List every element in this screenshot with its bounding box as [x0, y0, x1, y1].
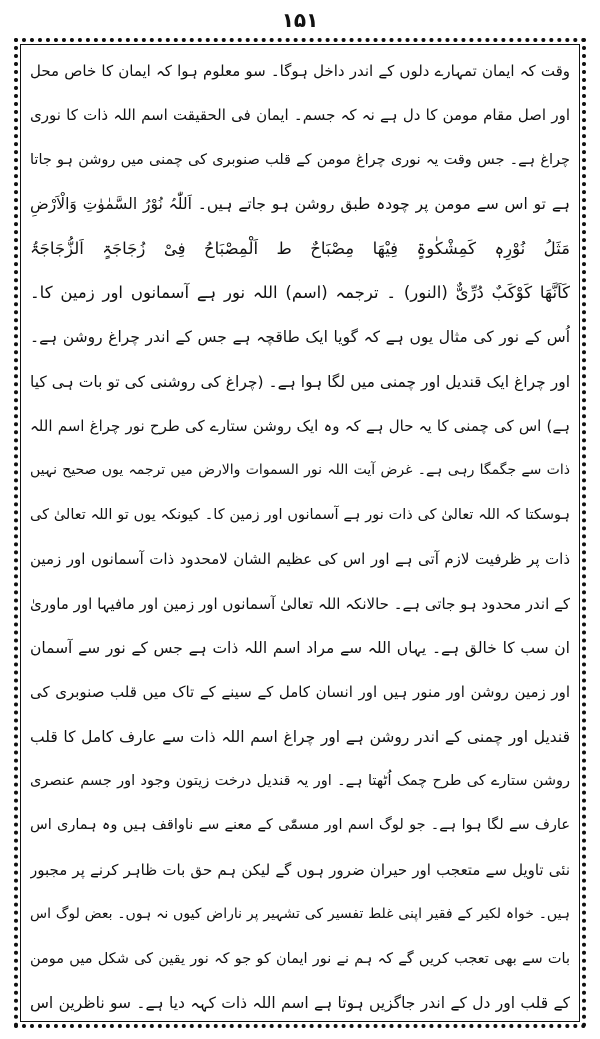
text-line-3: چراغ ہے۔ جس وقت یہ نوری چراغ مومن کے قلب صنوبری کی چمنی میں روشن ہو جاتا [30, 151, 570, 168]
text-line-17: روشن ستارے کی طرح چمک اُٹھتا ہے۔ اور یہ قندیل درخت زیتون وجود اور جسم عنصری [30, 773, 570, 789]
text-line-11: ہوسکتا کہ اللہ تعالیٰ کی ذات نور ہے آسمانوں اور زمین کا۔ کیونکہ یوں تو اللہ تعالیٰ کی [30, 506, 570, 523]
text-line-18: عارف سے لگا ہوا ہے۔ جو لوگ اسم اور مسمّٰی کے معنے سے ناواقف ہیں وہ ہماری اس [30, 817, 570, 834]
text-line-10: ذات سے جگمگا رہی ہے۔ غرض آیت اللہ نور السموات والارض میں ترجمہ یوں صحیح نہیں [30, 462, 570, 479]
text-line-7: اُس کے نور کی مثال یوں ہے کہ گویا ایک طاقچہ ہے جس کے اندر چراغ روشن ہے۔ [30, 328, 570, 347]
text-line-8: اور چراغ ایک قندیل اور چمنی میں لگا ہوا ہے۔ (چراغ کی روشنی کی تو بات ہی کیا [30, 372, 570, 391]
text-line-5: مَثَلُ نُوْرِہٖ کَمِشْکٰوۃٍ فِیْھَا مِصْبَاحٌ ط اَلْمِصْبَاحُ فِیْ زُجَاجَۃٍ اَلزُّجَاجَۃُ [30, 238, 570, 258]
text-line-2: اور اصل مقام مومن کا دل ہے نہ کہ جسم۔ ایمان فی الحقیقت اسم اللہ ذات کا نوری [30, 106, 570, 125]
text-line-9: ہے) اس کی چمنی کا یہ حال ہے کہ وہ ایک روشن ستارے کی طرح نور چراغ اسم اللہ [30, 417, 570, 435]
text-line-4: ہے تو اس سے مومن پر چودہ طبق روشن ہو جاتے ہیں۔ اَللّٰہُ نُوْرُ السَّمٰوٰتِ وَالْاَرْضِ [30, 195, 570, 214]
body-text [30, 58, 570, 1016]
text-line-15: اور زمین روشن اور منور ہیں اور انسان کامل کے سینے کے تاک میں قلب صنوبری کی [30, 683, 570, 702]
page-number: ۱۵۱ [281, 8, 319, 32]
text-line-12: ذات پر ظرفیت لازم آتی ہے اور اس کی عظیم الشان لامحدود ذات آسمانوں اور زمین [30, 550, 570, 569]
text-line-13: کے اندر محدود ہو جاتی ہے۔ حالانکہ اللہ تعالیٰ آسمانوں اور زمین اور مافیہا اور ماوریٰ [30, 594, 570, 613]
text-line-21: بات سے بھی تعجب کریں گے کہ ہم نے نور ایمان کو جو کہ نور یقین کی شکل میں مومن [30, 950, 570, 967]
text-line-1: وقت کہ ایمان تمہارے دلوں کے اندر داخل ہوگا۔ سو معلوم ہوا کہ ایمان کا خاص محل [30, 62, 570, 80]
text-line-19: نئی تاویل سے متعجب اور حیران ضرور ہوں گے لیکن ہم حق بات ظاہر کرنے پر مجبور [30, 860, 570, 879]
text-line-20: ہیں۔ خواہ لکیر کے فقیر اپنی غلط تفسیر کی تشہیر پر ناراض کیوں نہ ہوں۔ بعض لوگ اس [30, 906, 570, 923]
text-line-6: کَاَنَّھَا کَوْکَبٌ دُرِّیٌّ (النور) ۔ ترجمہ (اسم) اللہ نور ہے آسمانوں اور زمین کا۔ [30, 282, 570, 302]
text-line-22: کے قلب اور دل کے اندر جاگزیں ہوتا ہے اسم اللہ ذات کہہ دیا ہے۔ سو ناظرین اس [30, 993, 570, 1012]
text-line-14: ان سب کا خالق ہے۔ یہاں اللہ سے مراد اسم اللہ ذات ہے جس کے نور سے آسمان [30, 638, 570, 657]
text-line-16: قندیل اور چمنی کے اندر روشن ہے اور چراغ اسم اللہ ذات سے عارف کامل کا قلب [30, 727, 570, 746]
